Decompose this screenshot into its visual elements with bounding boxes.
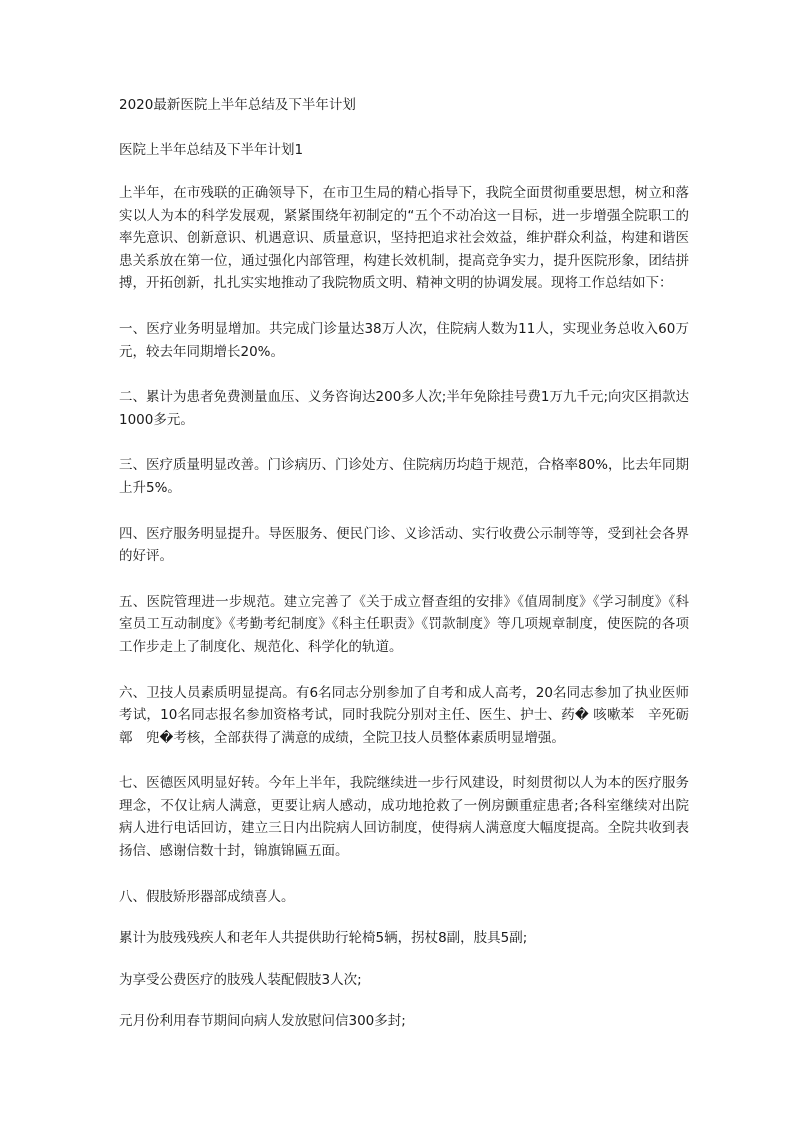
- paragraph-ethics: 七、医德医风明显好转。今年上半年，我院继续进一步行风建设，时刻贯彻以人为本的医疗服务理念，不仅让病人满意，更要让病人感动，成功地抢救了一例房颤重症患者;各科室继续对出院病人进行电话回访，建立三日内出院病人回访制度，使得病人满意度大幅度提高。全院共收到表扬信、感谢信数十封，锦旗锦匾五面。: [119, 775, 689, 860]
- paragraph-management: 五、医院管理进一步规范。建立完善了《关于成立督查组的安排》《值周制度》《学习制度》《科室员工互动制度》《考勤考纪制度》《科主任职责》《罚款制度》等几项规章制度，使医院的各项工作步走上了制度化、规范化、科学化的轨道。: [119, 593, 689, 655]
- paragraph-prosthetics-heading: 八、假肢矫形器部成绩喜人。: [119, 888, 295, 905]
- paragraph-staff-quality: 六、卫技人员素质明显提高。有6名同志分别参加了自考和成人高考，20名同志参加了执业医师考试，10名同志报名参加资格考试，同时我院分别对主任、医生、护士、药� 咳嗽苯 辛死砺鄣 兜�考核，全部获得了满意的成绩，全院卫技人员整体素质明显增强。: [119, 684, 689, 746]
- paragraph-free-services: 二、累计为患者免费测量血压、义务咨询达200多人次;半年免除挂号费1万九千元;向灾区捐款达1000多元。: [119, 389, 689, 428]
- document-subtitle: 医院上半年总结及下半年计划1: [119, 142, 304, 158]
- paragraph-wheelchairs: 累计为肢残残疾人和老年人共提供助行轮椅5辆，拐杖8副，肢具5副;: [119, 930, 528, 947]
- paragraph-letters: 元月份利用春节期间向病人发放慰问信300多封;: [119, 1013, 406, 1030]
- paragraph-prosthetic-fitting: 为享受公费医疗的肢残人装配假肢3人次;: [119, 971, 362, 988]
- document-body: [119, 94, 689, 1052]
- document-title: 2020最新医院上半年总结及下半年计划: [119, 97, 356, 113]
- paragraph-quality: 三、医疗质量明显改善。门诊病历、门诊处方、住院病历均趋于规范，合格率80%，比去年同期上升5%。: [119, 457, 690, 496]
- paragraph-intro: 上半年，在市残联的正确领导下，在市卫生局的精心指导下，我院全面贯彻重要思想，树立和落实以人为本的科学发展观，紧紧围绕年初制定的“五个不动冶这一目标，进一步增强全院职工的率先意识、创新意识、机遇意识、质量意识，坚持把追求社会效益，维护群众利益，构建和谐医患关系放在第一位，通过强化内部管理，构建长效机制，提高竞争实力，提升医院形象，团结拼搏，开拓创新，扎扎实实地推动了我院物质文明、精神文明的协调发展。现将工作总结如下：: [119, 185, 689, 292]
- paragraph-service: 四、医疗服务明显提升。导医服务、便民门诊、义诊活动、实行收费公示制等等，受到社会各界的好评。: [119, 525, 689, 565]
- paragraph-business-growth: 一、医疗业务明显增加。共完成门诊量达38万人次，住院病人数为11人，实现业务总收入60万元，较去年同期增长20%。: [119, 320, 689, 360]
